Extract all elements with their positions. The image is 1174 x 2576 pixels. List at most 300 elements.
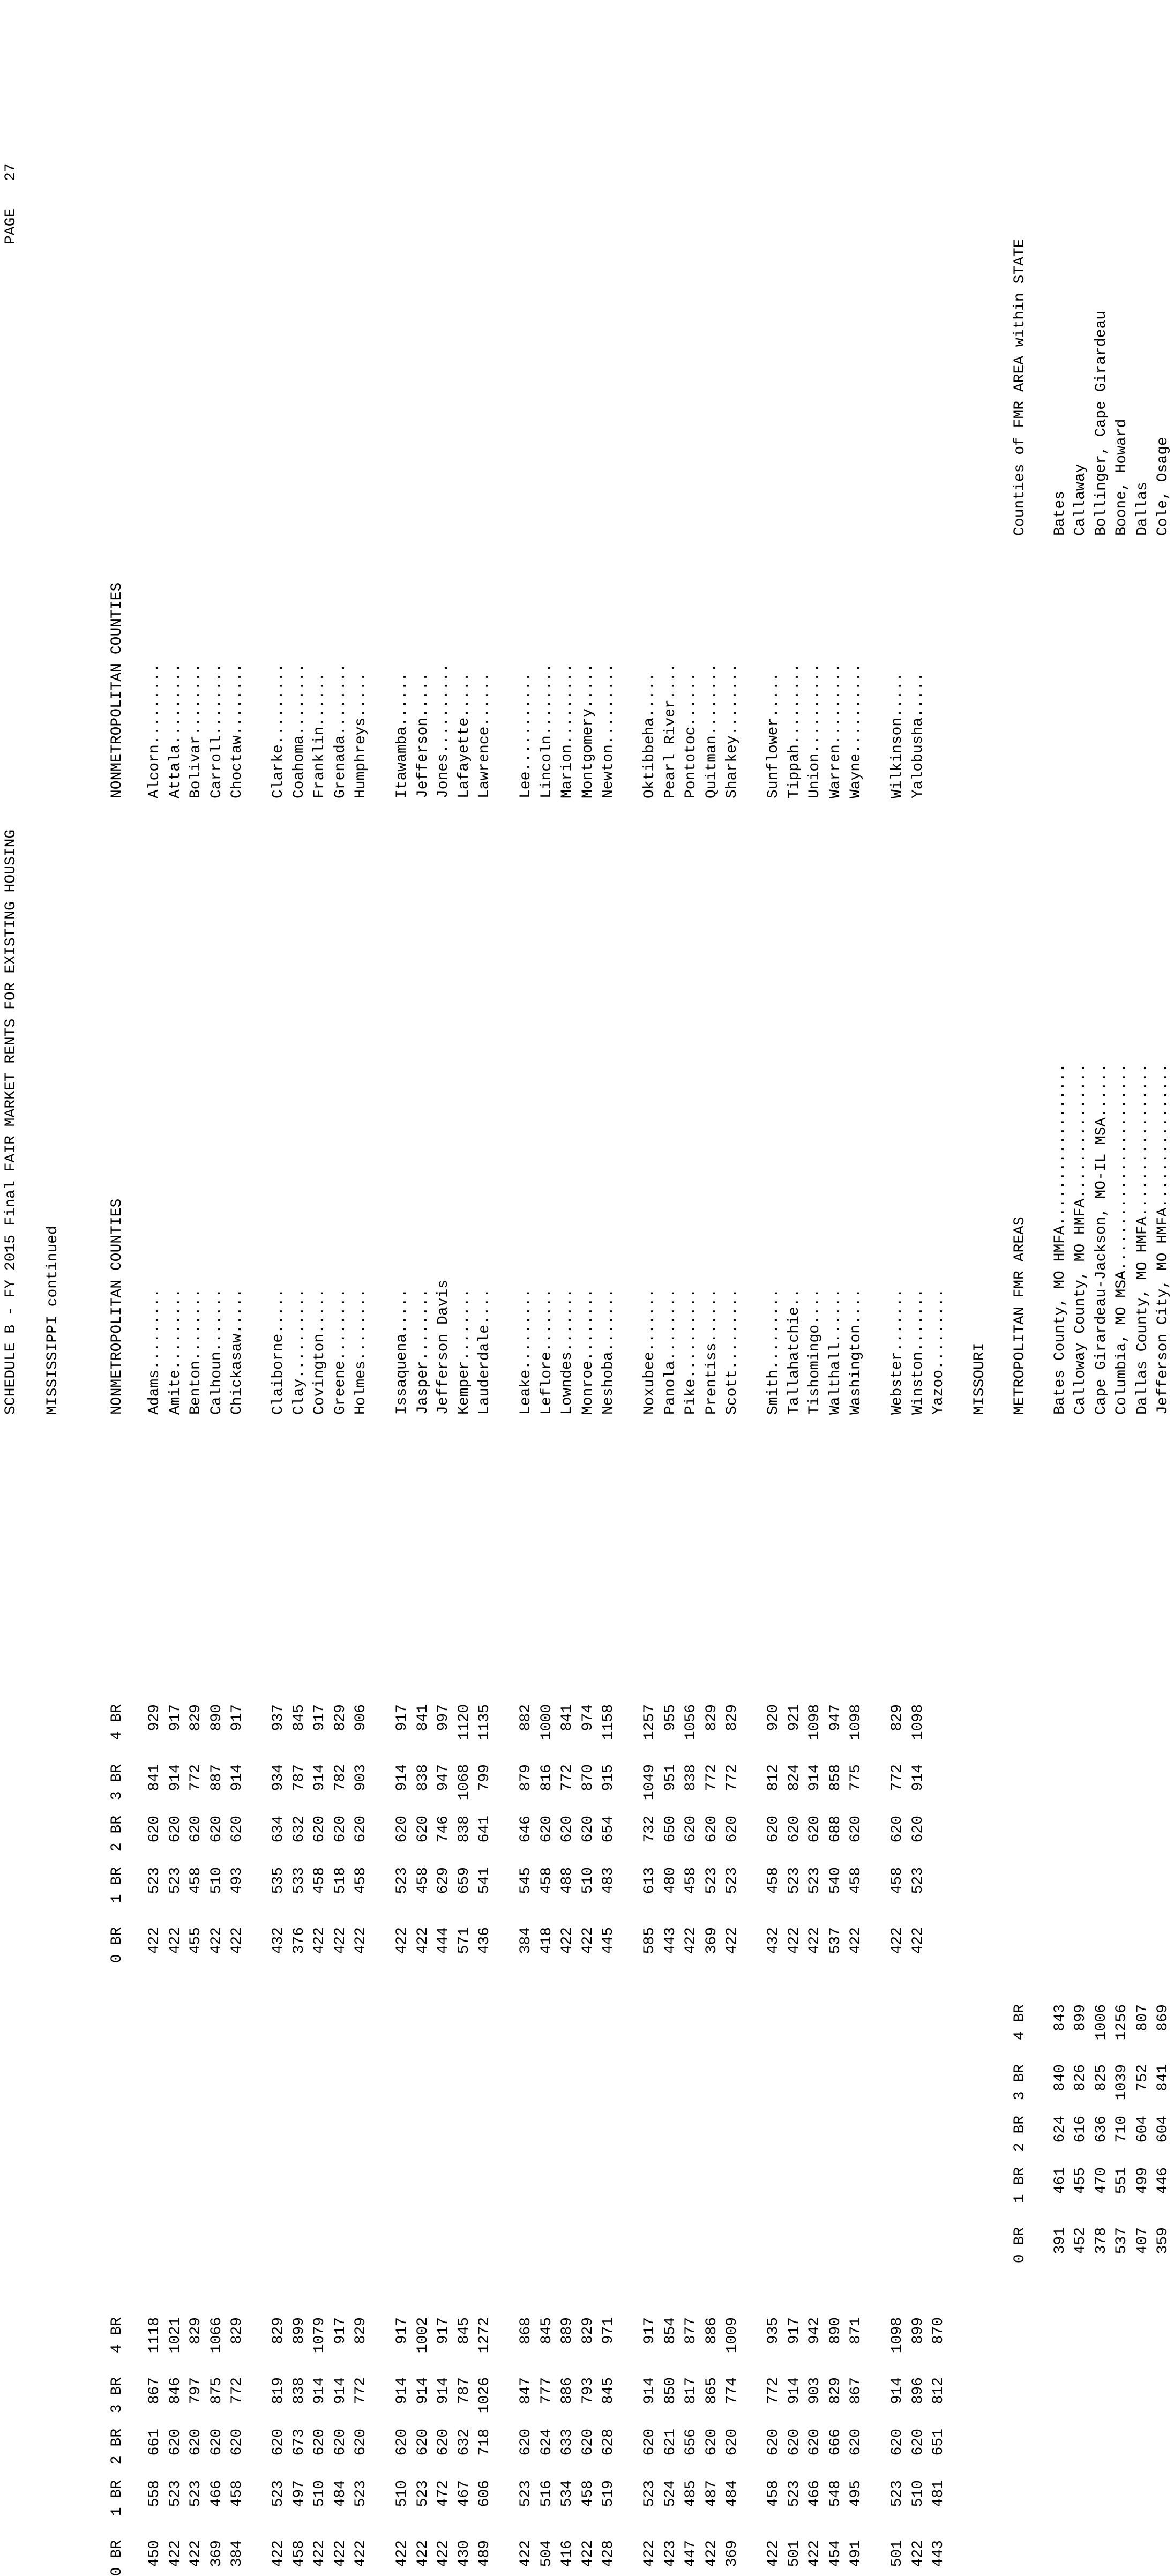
left-fmr-4br: 854 <box>662 2317 679 2344</box>
metro-areas-heading: METROPOLITAN FMR AREAS <box>1011 1216 1028 1415</box>
left-fmr-4br: 899 <box>909 2317 926 2344</box>
right-fmr-1br: 510 <box>579 1867 596 1894</box>
left-fmr-3br: 838 <box>290 2377 308 2405</box>
metro-col-header-1br: 1 BR <box>1011 2167 1028 2204</box>
right-fmr-3br: 841 <box>146 1764 163 1791</box>
leader-dots: ........ <box>332 663 349 736</box>
left-fmr-2br: 621 <box>662 2429 679 2456</box>
left-fmr-2br: 651 <box>930 2429 947 2456</box>
left-fmr-4br: 845 <box>455 2317 473 2344</box>
right-fmr-2br: 620 <box>559 1816 575 1843</box>
left-fmr-2br: 620 <box>353 2429 369 2456</box>
left-fmr-2br: 620 <box>806 2429 823 2456</box>
leader-dots: ........ <box>229 663 245 736</box>
left-fmr-1br: 516 <box>538 2480 555 2507</box>
right-fmr-3br: 914 <box>167 1764 184 1791</box>
right-fmr-3br: 914 <box>229 1764 245 1791</box>
right-fmr-3br: 1068 <box>455 1764 473 1801</box>
right-fmr-4br: 997 <box>435 1704 452 1731</box>
left-fmr-1br: 510 <box>909 2480 926 2507</box>
leader-dots: ........ <box>332 1288 349 1361</box>
right-fmr-3br: 824 <box>786 1764 803 1791</box>
left-fmr-0br: 422 <box>765 2540 782 2567</box>
left-fmr-3br: 793 <box>579 2377 596 2405</box>
right-fmr-2br: 634 <box>270 1816 287 1843</box>
left-col-header-4br: 4 BR <box>109 2317 125 2354</box>
left-fmr-2br: 620 <box>208 2429 225 2456</box>
leader-dots: ......... <box>827 663 844 745</box>
right-county-name: Newton <box>600 744 617 798</box>
right-fmr-2br: 688 <box>827 1816 844 1843</box>
leader-dots: ..... <box>394 1288 410 1334</box>
right-fmr-3br: 787 <box>290 1764 308 1791</box>
right-fmr-1br: 545 <box>518 1867 534 1894</box>
left-fmr-1br: 523 <box>641 2480 658 2507</box>
right-fmr-2br: 620 <box>579 1816 596 1843</box>
left-county-name: Claiborne <box>270 1333 287 1415</box>
metro-fmr-3br: 752 <box>1134 2064 1151 2092</box>
page-label: PAGE <box>3 208 19 244</box>
right-county-name: Clarke <box>270 744 287 798</box>
right-fmr-1br: 613 <box>641 1867 658 1894</box>
left-county-name: Greene <box>332 1361 349 1415</box>
right-county-name: Franklin <box>311 726 328 798</box>
left-fmr-3br: 847 <box>518 2377 534 2405</box>
right-fmr-1br: 540 <box>827 1867 844 1894</box>
leader-dots: ........ <box>724 663 741 736</box>
right-fmr-1br: 535 <box>270 1867 287 1894</box>
left-fmr-0br: 416 <box>559 2540 575 2567</box>
right-fmr-0br: 384 <box>518 1927 534 1954</box>
left-fmr-3br: 772 <box>229 2377 245 2405</box>
left-col-header-1br: 1 BR <box>109 2480 125 2517</box>
right-county-name: Itawamba <box>394 726 410 798</box>
right-county-name: Grenada <box>332 735 349 798</box>
left-fmr-4br: 829 <box>579 2317 596 2344</box>
leader-dots: ..... <box>229 1288 245 1334</box>
left-fmr-4br: 917 <box>332 2317 349 2344</box>
right-county-name: Lawrence <box>476 726 493 798</box>
right-fmr-4br: 947 <box>827 1704 844 1731</box>
right-fmr-4br: 1135 <box>476 1704 493 1741</box>
metro-fmr-3br: 1039 <box>1113 2064 1130 2101</box>
left-fmr-0br: 501 <box>889 2540 906 2567</box>
right-fmr-4br: 841 <box>414 1704 431 1731</box>
right-fmr-4br: 917 <box>394 1704 410 1731</box>
right-fmr-0br: 422 <box>579 1927 596 1954</box>
left-fmr-3br: 914 <box>394 2377 410 2405</box>
left-fmr-3br: 875 <box>208 2377 225 2405</box>
left-county-name: Issaquena <box>394 1333 410 1415</box>
leader-dots: ...... <box>1093 1063 1110 1118</box>
right-fmr-0br: 369 <box>703 1927 720 1954</box>
right-fmr-0br: 422 <box>146 1927 163 1954</box>
right-fmr-3br: 914 <box>806 1764 823 1791</box>
right-fmr-2br: 620 <box>332 1816 349 1843</box>
left-fmr-0br: 369 <box>724 2540 741 2567</box>
left-fmr-1br: 472 <box>435 2480 452 2507</box>
left-fmr-4br: 868 <box>518 2317 534 2344</box>
right-fmr-4br: 1257 <box>641 1704 658 1741</box>
metro-fmr-2br: 604 <box>1134 2116 1151 2143</box>
leader-dots: ........ <box>455 1288 473 1361</box>
left-fmr-2br: 620 <box>518 2429 534 2456</box>
left-fmr-3br: 812 <box>930 2377 947 2405</box>
left-fmr-3br: 774 <box>724 2377 741 2405</box>
leader-dots: ........ <box>662 1288 679 1361</box>
leader-dots: ..... <box>414 672 431 718</box>
right-fmr-4br: 890 <box>208 1704 225 1731</box>
right-fmr-4br: 955 <box>662 1704 679 1731</box>
left-fmr-1br: 523 <box>786 2480 803 2507</box>
left-fmr-4br: 845 <box>538 2317 555 2344</box>
right-fmr-2br: 620 <box>229 1816 245 1843</box>
leader-dots: ..... <box>353 672 369 718</box>
metro-fmr-4br: 1006 <box>1093 2004 1110 2041</box>
leader-dots: ...... <box>827 1288 844 1343</box>
leader-dots: ......... <box>146 663 163 745</box>
right-fmr-4br: 829 <box>703 1704 720 1731</box>
right-fmr-3br: 772 <box>559 1764 575 1791</box>
right-fmr-4br: 829 <box>724 1704 741 1731</box>
right-county-name: Quitman <box>703 735 720 798</box>
right-fmr-2br: 620 <box>188 1816 204 1843</box>
right-fmr-1br: 659 <box>455 1867 473 1894</box>
left-fmr-1br: 548 <box>827 2480 844 2507</box>
right-fmr-1br: 458 <box>353 1867 369 1894</box>
left-fmr-0br: 422 <box>435 2540 452 2567</box>
left-fmr-2br: 620 <box>724 2429 741 2456</box>
right-fmr-1br: 458 <box>188 1867 204 1894</box>
left-fmr-3br: 829 <box>827 2377 844 2405</box>
left-fmr-4br: 942 <box>806 2317 823 2344</box>
right-fmr-1br: 510 <box>208 1867 225 1894</box>
right-fmr-2br: 620 <box>683 1816 699 1843</box>
right-col-header-4br: 4 BR <box>109 1704 125 1741</box>
left-fmr-2br: 620 <box>435 2429 452 2456</box>
right-fmr-2br: 620 <box>848 1816 864 1843</box>
right-county-name: Jones <box>435 753 452 798</box>
left-fmr-3br: 772 <box>353 2377 369 2405</box>
right-fmr-1br: 541 <box>476 1867 493 1894</box>
right-fmr-1br: 523 <box>724 1867 741 1894</box>
left-fmr-2br: 620 <box>167 2429 184 2456</box>
left-fmr-4br: 1009 <box>724 2317 741 2354</box>
right-fmr-0br: 422 <box>848 1927 864 1954</box>
left-fmr-3br: 867 <box>146 2377 163 2405</box>
left-fmr-1br: 458 <box>579 2480 596 2507</box>
left-fmr-3br: 865 <box>703 2377 720 2405</box>
right-fmr-2br: 746 <box>435 1816 452 1843</box>
leader-dots: ....................... <box>1113 1063 1130 1271</box>
right-fmr-2br: 620 <box>703 1816 720 1843</box>
metro-fmr-3br: 825 <box>1093 2064 1110 2092</box>
left-fmr-3br: 772 <box>765 2377 782 2405</box>
left-fmr-0br: 422 <box>394 2540 410 2567</box>
right-fmr-4br: 974 <box>579 1704 596 1731</box>
left-fmr-0br: 501 <box>786 2540 803 2567</box>
right-fmr-4br: 917 <box>311 1704 328 1731</box>
left-fmr-3br: 777 <box>538 2377 555 2405</box>
left-fmr-2br: 628 <box>600 2429 617 2456</box>
leader-dots: ...... <box>311 672 328 727</box>
right-fmr-2br: 620 <box>765 1816 782 1843</box>
leader-dots: ......... <box>724 1288 741 1370</box>
left-fmr-0br: 422 <box>806 2540 823 2567</box>
left-county-name: Amite <box>167 1369 184 1415</box>
left-fmr-2br: 620 <box>786 2429 803 2456</box>
left-fmr-1br: 467 <box>455 2480 473 2507</box>
right-fmr-1br: 458 <box>683 1867 699 1894</box>
right-fmr-2br: 620 <box>909 1816 926 1843</box>
left-fmr-1br: 524 <box>662 2480 679 2507</box>
right-fmr-4br: 1056 <box>683 1704 699 1741</box>
leader-dots: .......... <box>290 1288 308 1379</box>
left-fmr-1br: 485 <box>683 2480 699 2507</box>
left-fmr-2br: 620 <box>641 2429 658 2456</box>
left-fmr-0br: 422 <box>703 2540 720 2567</box>
left-county-name: Holmes <box>353 1361 369 1415</box>
metro-area-name: Columbia, MO MSA <box>1113 1271 1130 1415</box>
left-fmr-1br: 523 <box>889 2480 906 2507</box>
metro-counties: Bates <box>1051 490 1068 536</box>
page-number: 27 <box>3 163 19 181</box>
right-fmr-0br: 422 <box>559 1927 575 1954</box>
left-fmr-0br: 422 <box>579 2540 596 2567</box>
left-fmr-0br: 422 <box>353 2540 369 2567</box>
leader-dots: ....... <box>641 1288 658 1352</box>
left-county-name: Smith <box>765 1369 782 1415</box>
right-fmr-3br: 947 <box>435 1764 452 1791</box>
leader-dots: ....... <box>889 1288 906 1352</box>
metro-counties: Cole, Osage <box>1155 437 1171 536</box>
right-county-name: Lincoln <box>538 735 555 798</box>
metro-fmr-0br: 452 <box>1072 2227 1089 2254</box>
left-county-name: Panola <box>662 1361 679 1415</box>
left-county-name: Webster <box>889 1352 906 1415</box>
left-fmr-4br: 1066 <box>208 2317 225 2354</box>
right-fmr-3br: 799 <box>476 1764 493 1791</box>
right-fmr-2br: 620 <box>414 1816 431 1843</box>
right-fmr-1br: 483 <box>600 1867 617 1894</box>
leader-dots: ..... <box>270 1288 287 1334</box>
right-county-name: Marion <box>559 744 575 798</box>
right-fmr-4br: 882 <box>518 1704 534 1731</box>
left-fmr-2br: 620 <box>909 2429 926 2456</box>
right-county-name: Choctaw <box>229 735 245 798</box>
left-fmr-3br: 914 <box>435 2377 452 2405</box>
leader-dots: .......... <box>683 1288 699 1379</box>
right-fmr-1br: 488 <box>559 1867 575 1894</box>
left-fmr-1br: 519 <box>600 2480 617 2507</box>
right-fmr-2br: 620 <box>786 1816 803 1843</box>
left-fmr-2br: 620 <box>848 2429 864 2456</box>
metro-counties: Bollinger, Cape Girardeau <box>1093 310 1110 536</box>
left-county-name: Tallahatchie <box>786 1306 803 1415</box>
leader-dots: ......... <box>146 1288 163 1370</box>
right-county-name: Warren <box>827 744 844 798</box>
left-fmr-4br: 917 <box>435 2317 452 2344</box>
leader-dots: ..... <box>455 672 473 718</box>
left-fmr-1br: 458 <box>229 2480 245 2507</box>
left-fmr-1br: 558 <box>146 2480 163 2507</box>
right-fmr-0br: 418 <box>538 1927 555 1954</box>
left-fmr-3br: 896 <box>909 2377 926 2405</box>
right-fmr-3br: 879 <box>518 1764 534 1791</box>
metro-col-header-0br: 0 BR <box>1011 2227 1028 2264</box>
left-county-name: Monroe <box>579 1361 596 1415</box>
left-county-name: Prentiss <box>703 1342 720 1415</box>
right-fmr-0br: 376 <box>290 1927 308 1954</box>
left-fmr-4br: 1272 <box>476 2317 493 2354</box>
left-fmr-0br: 454 <box>827 2540 844 2567</box>
left-fmr-0br: 422 <box>270 2540 287 2567</box>
left-fmr-2br: 620 <box>332 2429 349 2456</box>
left-fmr-1br: 523 <box>270 2480 287 2507</box>
left-county-name: Lowndes <box>559 1352 575 1415</box>
left-fmr-3br: 914 <box>332 2377 349 2405</box>
left-fmr-2br: 661 <box>146 2429 163 2456</box>
leader-dots: ..... <box>765 672 782 718</box>
right-fmr-2br: 641 <box>476 1816 493 1843</box>
metro-col-header-4br: 4 BR <box>1011 2004 1028 2041</box>
right-county-name: Lafayette <box>455 717 473 798</box>
metro-fmr-2br: 710 <box>1113 2116 1130 2143</box>
metro-fmr-1br: 499 <box>1134 2167 1151 2194</box>
right-county-name: Wilkinson <box>889 717 906 798</box>
right-fmr-4br: 1098 <box>909 1704 926 1741</box>
left-fmr-1br: 497 <box>290 2480 308 2507</box>
leader-dots: ..... <box>311 1288 328 1334</box>
left-fmr-4br: 917 <box>641 2317 658 2344</box>
metro-fmr-1br: 455 <box>1072 2167 1089 2194</box>
leader-dots: .... <box>806 1288 823 1325</box>
left-fmr-2br: 620 <box>889 2429 906 2456</box>
left-fmr-0br: 447 <box>683 2540 699 2567</box>
leader-dots: ....... <box>208 1288 225 1352</box>
left-fmr-3br: 903 <box>806 2377 823 2405</box>
left-fmr-0br: 491 <box>848 2540 864 2567</box>
right-fmr-3br: 914 <box>311 1764 328 1791</box>
left-county-name: Pike <box>683 1378 699 1415</box>
left-fmr-1br: 466 <box>208 2480 225 2507</box>
right-fmr-2br: 620 <box>311 1816 328 1843</box>
leader-dots: .... <box>476 1288 493 1325</box>
leader-dots: ........ <box>579 1288 596 1361</box>
left-fmr-2br: 673 <box>290 2429 308 2456</box>
left-fmr-0br: 422 <box>311 2540 328 2567</box>
right-fmr-1br: 480 <box>662 1867 679 1894</box>
right-fmr-3br: 772 <box>889 1764 906 1791</box>
right-fmr-0br: 422 <box>311 1927 328 1954</box>
state-label: MISSOURI <box>971 1342 988 1415</box>
leader-dots: ......... <box>167 1288 184 1370</box>
right-fmr-0br: 422 <box>229 1927 245 1954</box>
metro-fmr-4br: 843 <box>1051 2004 1068 2032</box>
left-fmr-4br: 871 <box>848 2317 864 2344</box>
left-county-name: Yazoo <box>930 1369 947 1415</box>
left-fmr-1br: 484 <box>332 2480 349 2507</box>
right-fmr-2br: 620 <box>167 1816 184 1843</box>
left-col-header-3br: 3 BR <box>109 2377 125 2414</box>
right-col-header-1br: 1 BR <box>109 1867 125 1903</box>
right-fmr-3br: 951 <box>662 1764 679 1791</box>
left-county-name: Washington <box>848 1324 864 1415</box>
right-fmr-1br: 458 <box>848 1867 864 1894</box>
left-fmr-1br: 495 <box>848 2480 864 2507</box>
left-county-name: Chickasaw <box>229 1333 245 1415</box>
leader-dots: ........ <box>353 1288 369 1361</box>
right-fmr-0br: 422 <box>909 1927 926 1954</box>
leader-dots: ......... <box>518 1288 534 1370</box>
right-county-name: Attala <box>167 744 184 798</box>
leader-dots: ...... <box>476 672 493 727</box>
left-fmr-4br: 870 <box>930 2317 947 2344</box>
right-fmr-4br: 906 <box>353 1704 369 1731</box>
right-county-name: Wayne <box>848 753 864 798</box>
left-county-name: Clay <box>290 1378 308 1415</box>
left-fmr-3br: 914 <box>786 2377 803 2405</box>
right-fmr-3br: 1049 <box>641 1764 658 1801</box>
left-fmr-3br: 845 <box>600 2377 617 2405</box>
right-fmr-2br: 620 <box>724 1816 741 1843</box>
left-fmr-3br: 817 <box>683 2377 699 2405</box>
left-fmr-4br: 917 <box>786 2317 803 2344</box>
left-county-name: Calhoun <box>208 1352 225 1415</box>
metro-fmr-2br: 624 <box>1051 2116 1068 2143</box>
leader-dots: ........ <box>188 663 204 736</box>
right-fmr-3br: 838 <box>683 1764 699 1791</box>
leader-dots: ........ <box>703 663 720 736</box>
right-fmr-0br: 422 <box>167 1927 184 1954</box>
left-fmr-3br: 914 <box>889 2377 906 2405</box>
leader-dots: ................. <box>1134 1063 1151 1217</box>
left-fmr-2br: 620 <box>579 2429 596 2456</box>
right-fmr-1br: 518 <box>332 1867 349 1894</box>
right-fmr-2br: 620 <box>146 1816 163 1843</box>
left-fmr-4br: 1021 <box>167 2317 184 2354</box>
leader-dots: ........ <box>414 1288 431 1361</box>
leader-dots: ....... <box>538 1288 555 1352</box>
right-county-name: Sharkey <box>724 735 741 798</box>
right-fmr-3br: 775 <box>848 1764 864 1791</box>
leader-dots: ......... <box>765 1288 782 1370</box>
right-fmr-0br: 571 <box>455 1927 473 1954</box>
left-fmr-1br: 510 <box>394 2480 410 2507</box>
left-fmr-3br: 914 <box>414 2377 431 2405</box>
right-nonmetro-heading: NONMETROPOLITAN COUNTIES <box>109 582 125 798</box>
leader-dots: ......... <box>559 663 575 745</box>
right-fmr-0br: 444 <box>435 1927 452 1954</box>
leader-dots: ................ <box>1155 1063 1171 1208</box>
left-fmr-1br: 523 <box>353 2480 369 2507</box>
right-fmr-2br: 838 <box>455 1816 473 1843</box>
right-fmr-2br: 620 <box>394 1816 410 1843</box>
right-fmr-1br: 523 <box>703 1867 720 1894</box>
right-county-name: Pontotoc <box>683 726 699 798</box>
left-fmr-4br: 1079 <box>311 2317 328 2354</box>
leader-dots: ......... <box>930 1288 947 1370</box>
right-fmr-3br: 858 <box>827 1764 844 1791</box>
left-fmr-4br: 935 <box>765 2317 782 2344</box>
left-county-name: Jefferson Davis <box>435 1279 452 1415</box>
left-fmr-3br: 1026 <box>476 2377 493 2414</box>
right-fmr-0br: 443 <box>662 1927 679 1954</box>
right-fmr-0br: 422 <box>806 1927 823 1954</box>
right-fmr-1br: 458 <box>765 1867 782 1894</box>
right-fmr-0br: 436 <box>476 1927 493 1954</box>
metro-fmr-3br: 841 <box>1155 2064 1171 2092</box>
